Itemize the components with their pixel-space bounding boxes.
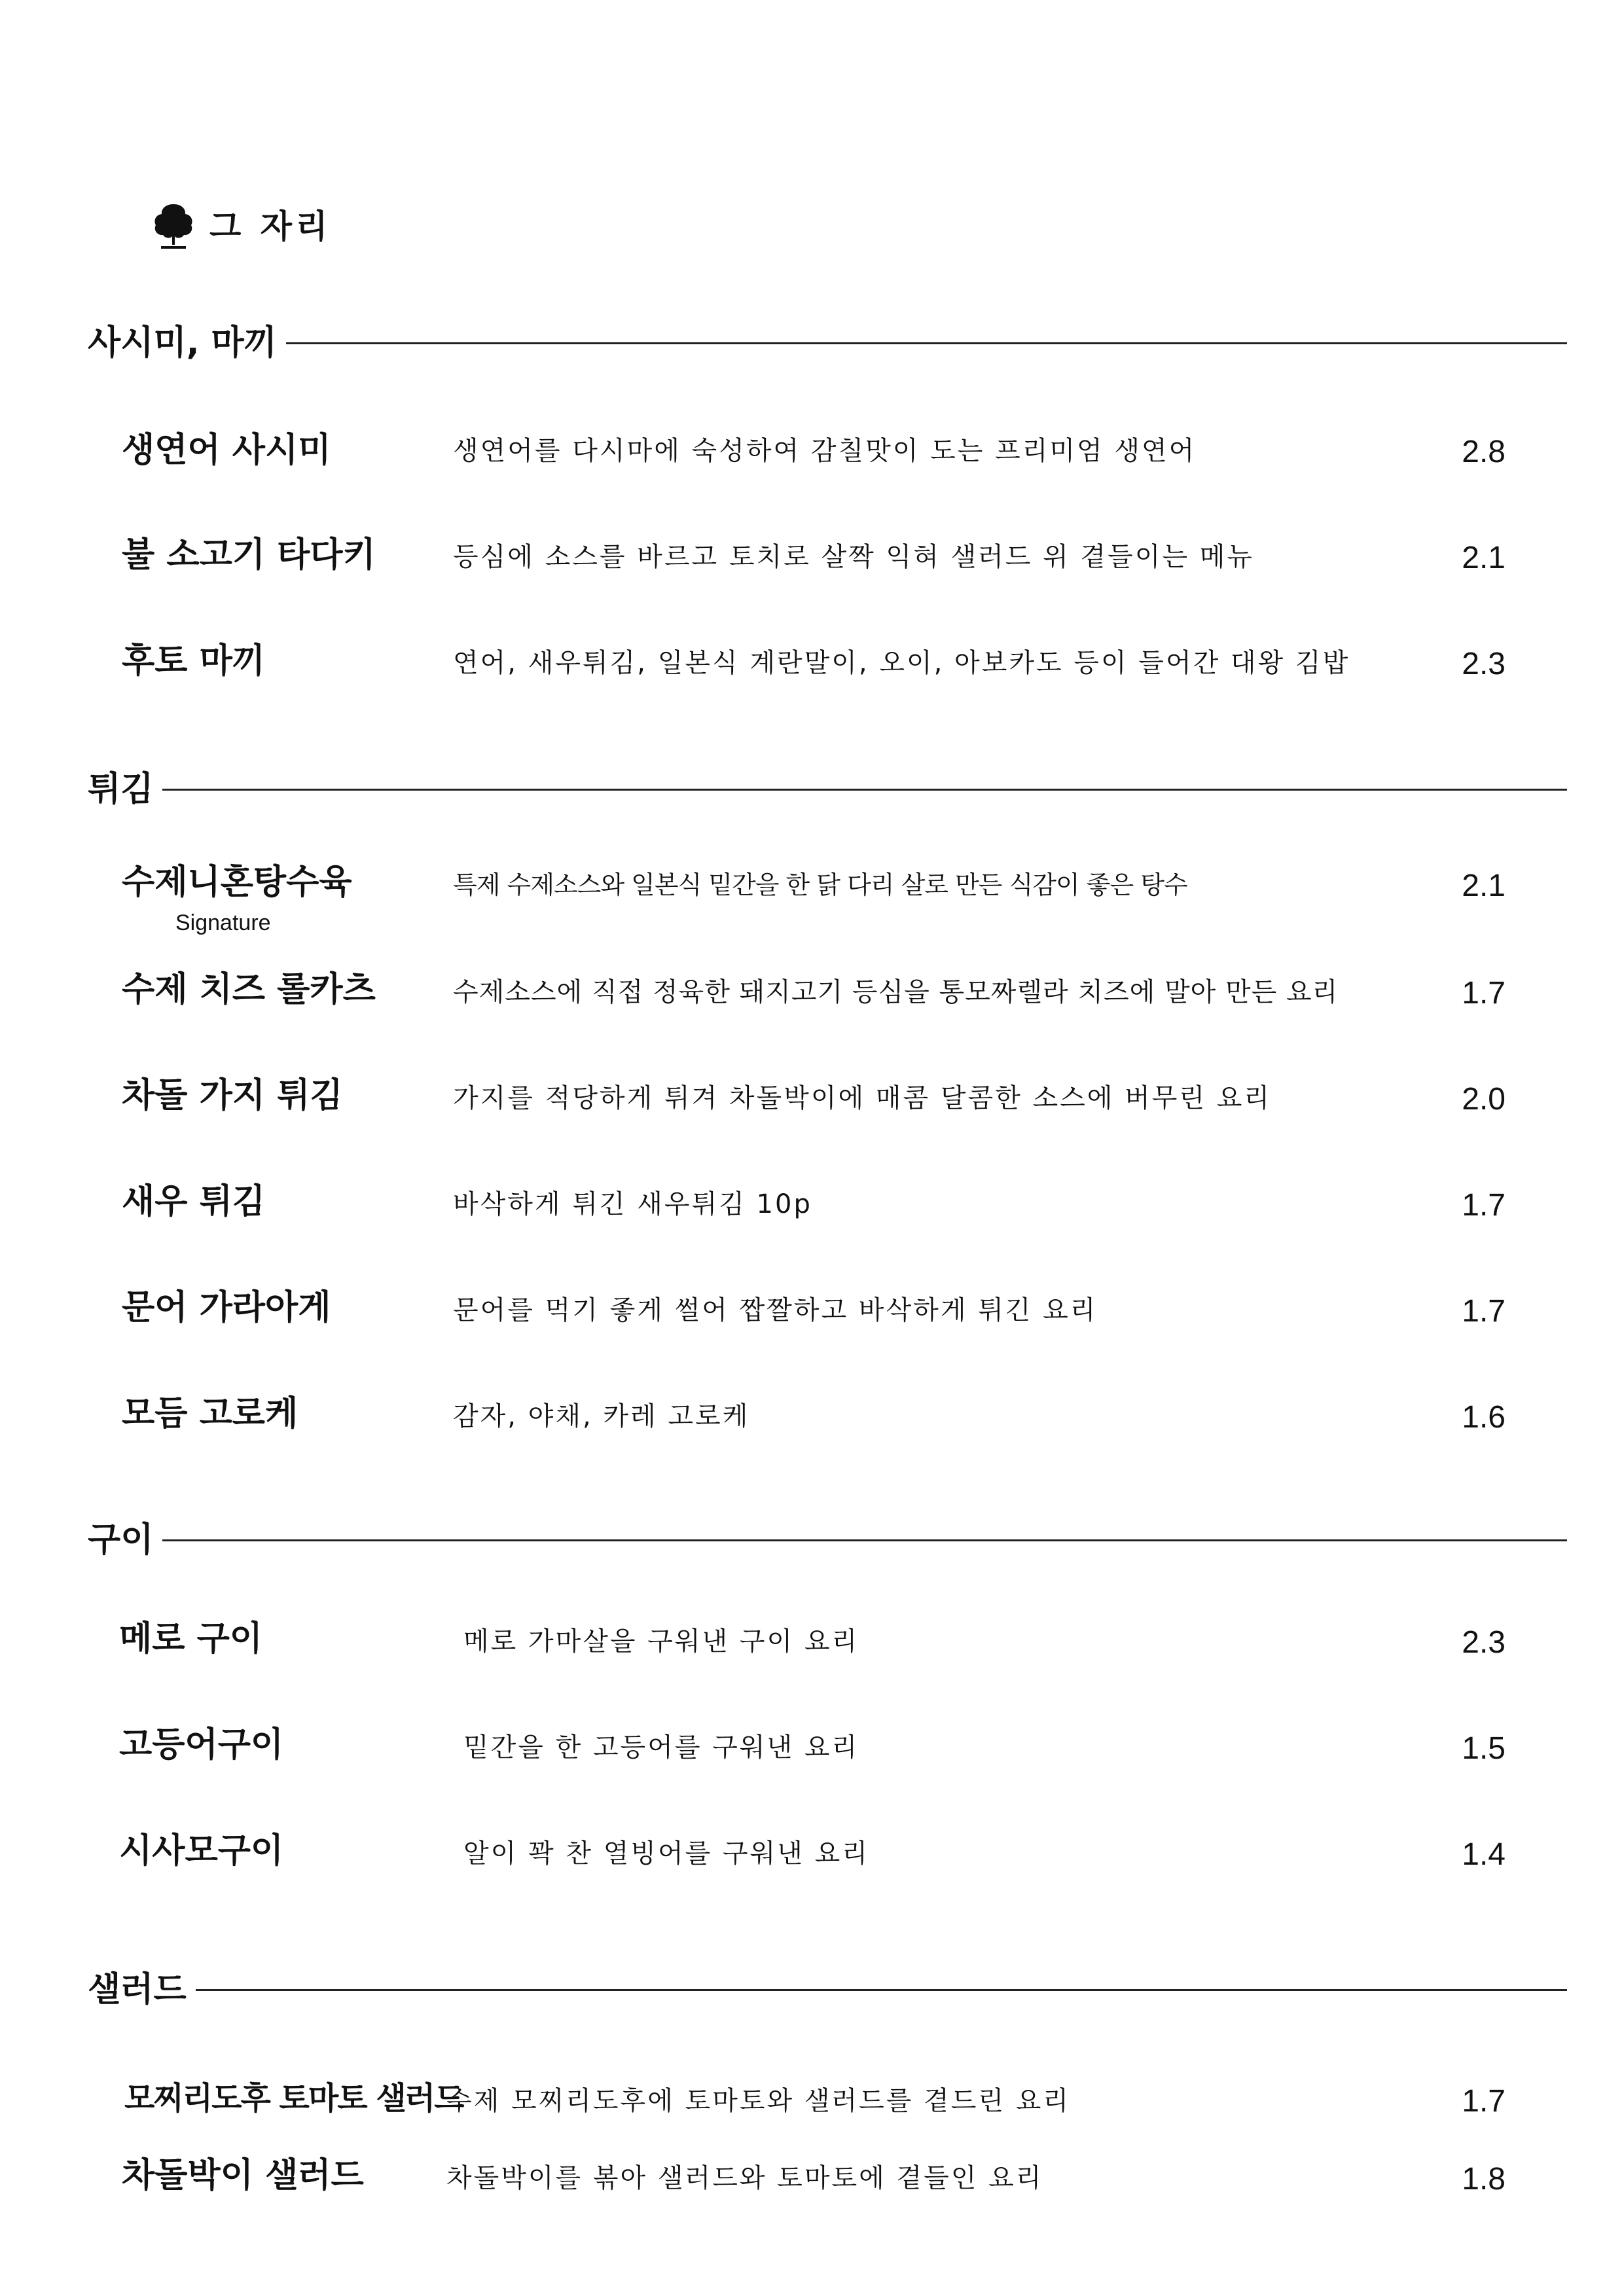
menu-item-name: 고등어구이 — [119, 1725, 284, 1765]
menu-item-name: 불 소고기 타다키 — [122, 535, 376, 575]
section-header-sashimi — [88, 323, 1567, 363]
menu-item-price: 2.1 — [1462, 541, 1506, 575]
menu-item-description: 연어, 새우튀김, 일본식 계란말이, 오이, 아보카도 등이 들어간 대왕 김밥 — [453, 648, 1350, 678]
menu-item-name: 차돌 가지 튀김 — [122, 1076, 343, 1115]
menu-item-price: 1.7 — [1462, 1294, 1506, 1329]
section-title: 구이 — [88, 1520, 154, 1560]
section-divider — [196, 1989, 1567, 1991]
menu-item-price: 2.1 — [1462, 869, 1506, 903]
menu-item-price: 1.6 — [1462, 1400, 1506, 1435]
menu-item-price: 2.3 — [1462, 647, 1506, 681]
menu-item-description: 알이 꽉 찬 열빙어를 구워낸 요리 — [463, 1839, 869, 1869]
menu-item-name: 시사모구이 — [119, 1831, 284, 1871]
section-title: 사시미, 마끼 — [88, 323, 278, 363]
menu-item-name: 모듬 고로케 — [122, 1394, 298, 1433]
menu-item-name: 문어 가라아게 — [122, 1288, 331, 1327]
menu-item-name: 수제니혼탕수육 — [122, 863, 352, 902]
menu-item-name: 모찌리도후 토마토 샐러드 — [124, 2080, 463, 2117]
menu-item-price: 2.3 — [1462, 1625, 1506, 1660]
menu-item-name: 새우 튀김 — [122, 1182, 266, 1221]
section-divider — [162, 789, 1567, 791]
signature-tag: Signature — [175, 910, 271, 935]
menu-item-description: 생연어를 다시마에 숙성하여 감칠맛이 도는 프리미엄 생연어 — [453, 436, 1197, 466]
menu-item-description: 차돌박이를 볶아 샐러드와 토마토에 곁들인 요리 — [446, 2163, 1043, 2193]
menu-item-description: 문어를 먹기 좋게 썰어 짭짤하고 바삭하게 튀긴 요리 — [453, 1295, 1098, 1325]
menu-item-description: 수제소스에 직접 정육한 돼지고기 등심을 통모짜렐라 치즈에 말아 만든 요리 — [453, 977, 1339, 1007]
menu-item-name: 차돌박이 샐러드 — [122, 2156, 364, 2195]
section-title: 튀김 — [88, 770, 154, 809]
menu-item-description: 등심에 소스를 바르고 토치로 살짝 익혀 샐러드 위 곁들이는 메뉴 — [453, 542, 1255, 572]
menu-item-description: 수제 모찌리도후에 토마토와 샐러드를 곁드린 요리 — [446, 2086, 1071, 2116]
brand-logo — [152, 200, 331, 253]
menu-item-name: 수제 치즈 롤카츠 — [122, 970, 376, 1009]
menu-item-price: 1.8 — [1462, 2162, 1506, 2197]
menu-item-price: 1.7 — [1462, 2084, 1506, 2119]
menu-item-description: 가지를 적당하게 튀겨 차돌박이에 매콤 달콤한 소스에 버무린 요리 — [453, 1083, 1271, 1113]
menu-item-name: 생연어 사시미 — [122, 431, 331, 470]
menu-item-name: 후토 마끼 — [122, 641, 266, 681]
menu-item-price: 2.8 — [1462, 435, 1506, 469]
menu-item-price: 1.7 — [1462, 976, 1506, 1011]
section-header-grilled — [88, 1520, 1567, 1560]
menu-item-description: 메로 가마살을 구워낸 구이 요리 — [463, 1626, 859, 1657]
section-header-fried — [88, 770, 1567, 809]
menu-item-price: 1.7 — [1462, 1188, 1506, 1223]
menu-item-description: 특제 수제소스와 일본식 밑간을 한 닭 다리 살로 만든 식감이 좋은 탕수 — [453, 870, 1187, 899]
section-divider — [162, 1539, 1567, 1541]
section-divider — [286, 342, 1567, 344]
menu-item-price: 1.5 — [1462, 1731, 1506, 1766]
section-title: 샐러드 — [88, 1970, 187, 2009]
menu-item-description: 감자, 야채, 카레 고로케 — [453, 1401, 750, 1431]
brand-name: 그 자리 — [209, 207, 332, 245]
menu-item-price: 1.4 — [1462, 1837, 1506, 1872]
menu-item-description: 바삭하게 튀긴 새우튀김 10p — [453, 1189, 812, 1219]
menu-item-name: 메로 구이 — [119, 1619, 263, 1659]
tree-icon — [152, 202, 195, 251]
menu-item-description: 밑간을 한 고등어를 구워낸 요리 — [463, 1732, 859, 1763]
section-header-salad — [88, 1970, 1567, 2009]
menu-item-price: 2.0 — [1462, 1082, 1506, 1117]
